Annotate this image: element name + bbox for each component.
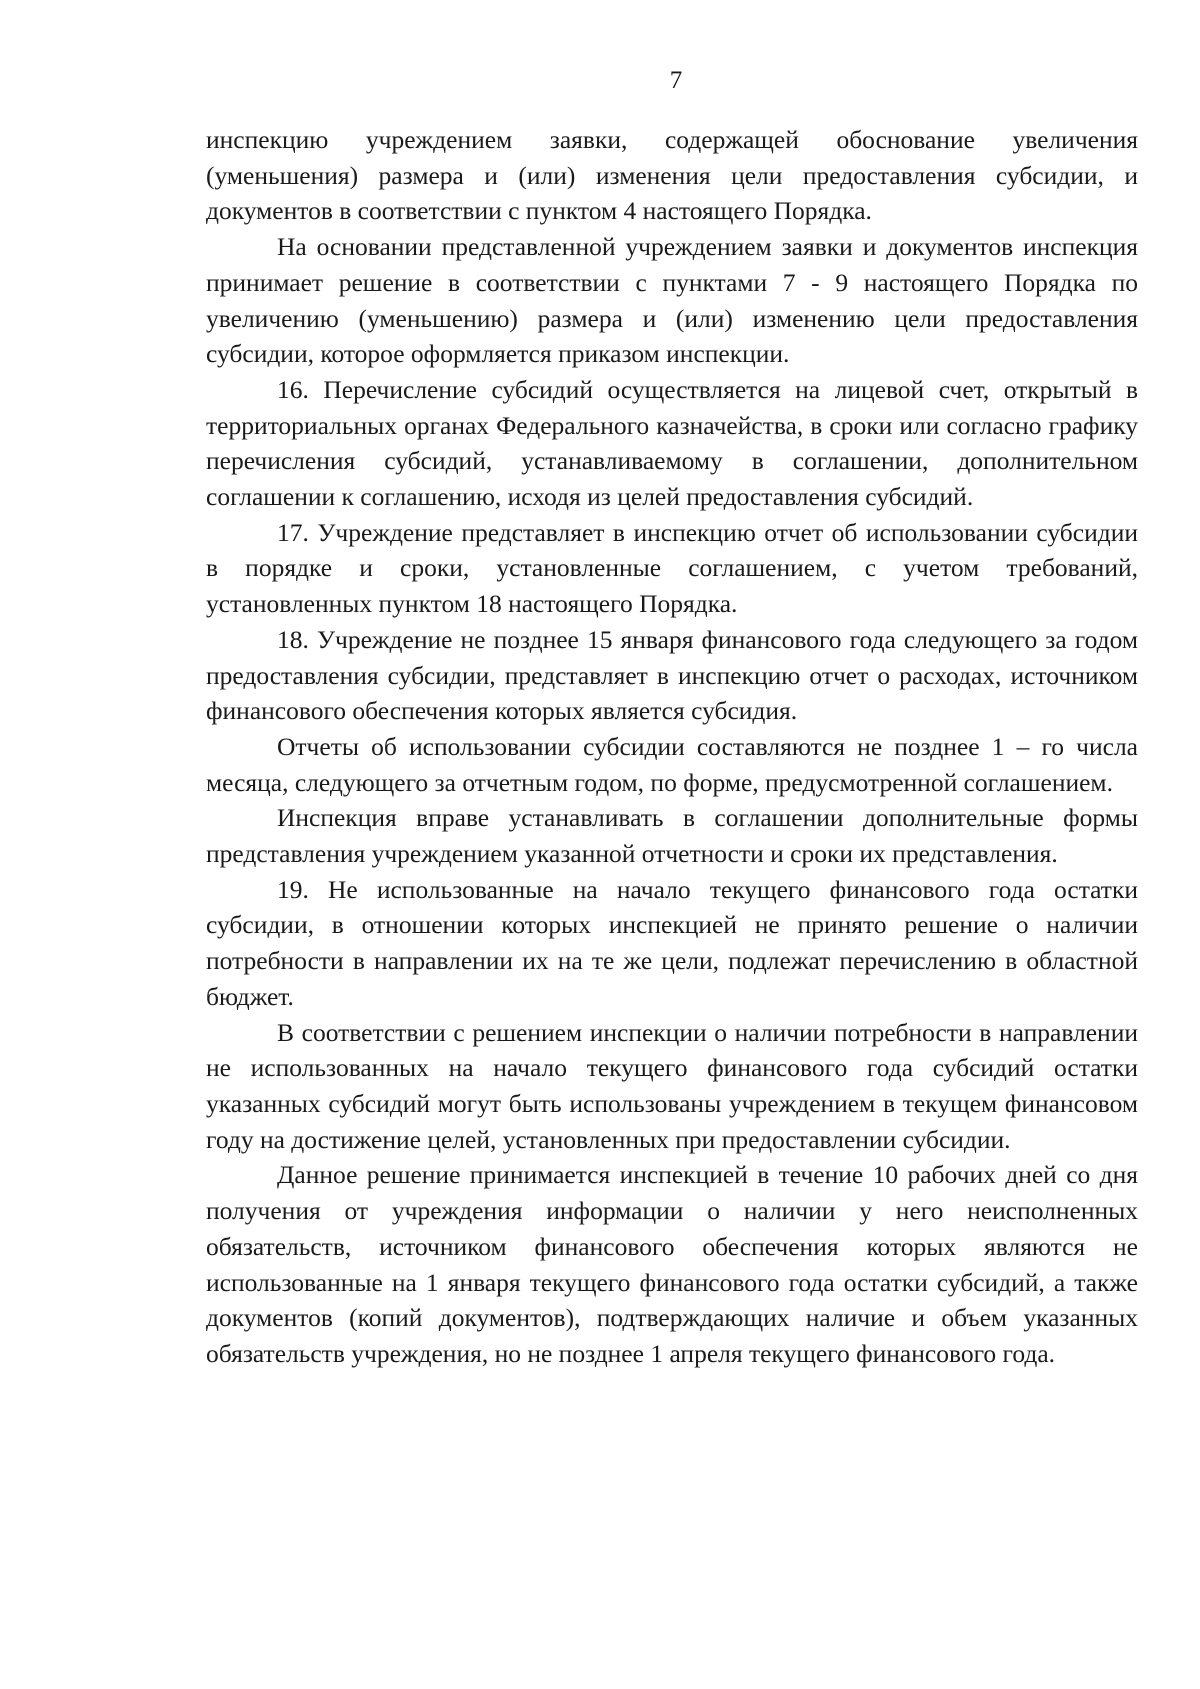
page-number: 7 xyxy=(669,67,683,94)
paragraph-remainder-use: В соответствии с решением инспекции о наличии потребности в направлении не использованных на начало текущего финансового года субсидий остатки указанных субсидий могут быть использованы учреждением в текущем финансовом году на достижение целей, установленных при предоставлении субсидии. xyxy=(206,1017,1138,1154)
paragraph-reports: Отчеты об использовании субсидии составляются не позднее 1 – го числа месяца, следующего за отчетным годом, по форме, предусмотренной соглашением. xyxy=(206,731,1138,797)
paragraph-additional-forms: Инспекция вправе устанавливать в соглашении дополнительные формы представления учреждением указанной отчетности и сроки их представления. xyxy=(206,803,1138,869)
paragraph-18: 18. Учреждение не позднее 15 января финансового года следующего за годом предоставления субсидии, представляет в инспекцию отчет о расходах, источником финансового обеспечения которых является субсидия. xyxy=(206,624,1138,726)
document-body xyxy=(206,122,1138,1372)
paragraph-decision: На основании представленной учреждением заявки и документов инспекция принимает решение в соответствии с пунктами 7 - 9 настоящего Порядка по увеличению (уменьшению) размера и (или) изменению цели предоставления субсидии, которое оформляется приказом инспекции. xyxy=(206,232,1138,369)
paragraph-decision-deadline: Данное решение принимается инспекцией в течение 10 рабочих дней со дня получения от учреждения информации о наличии у него неисполненных обязательств, источником финансового обеспечения которых являются не использованные на 1 января текущего финансового года остатки субсидий, а также документов (копий документов), подтверждающих наличие и объем указанных обязательств учреждения, но не позднее 1 апреля текущего финансового года. xyxy=(206,1160,1138,1368)
paragraph-16: 16. Перечисление субсидий осуществляется на лицевой счет, открытый в территориальных органах Федерального казначейства, в сроки или согласно графику перечисления субсидий, устанавливаемому в соглашении, дополнительном соглашении к соглашению, исходя из целей предоставления субсидий. xyxy=(206,374,1138,512)
paragraph-17: 17. Учреждение представляет в инспекцию отчет об использовании субсидии в порядке и сроки, установленные соглашением, с учетом требований, установленных пунктом 18 настоящего Порядка. xyxy=(206,517,1138,619)
paragraph-19: 19. Не использованные на начало текущего финансового года остатки субсидии, в отношении которых инспекцией не принято решение о наличии потребности в направлении их на те же цели, подлежат перечислению в областной бюджет. xyxy=(206,874,1138,1011)
paragraph-continuation: инспекцию учреждением заявки, содержащей обоснование увеличения (уменьшения) размера и (или) изменения цели предоставления субсидии, и документов в соответствии с пунктом 4 настоящего Порядка. xyxy=(206,125,1138,226)
